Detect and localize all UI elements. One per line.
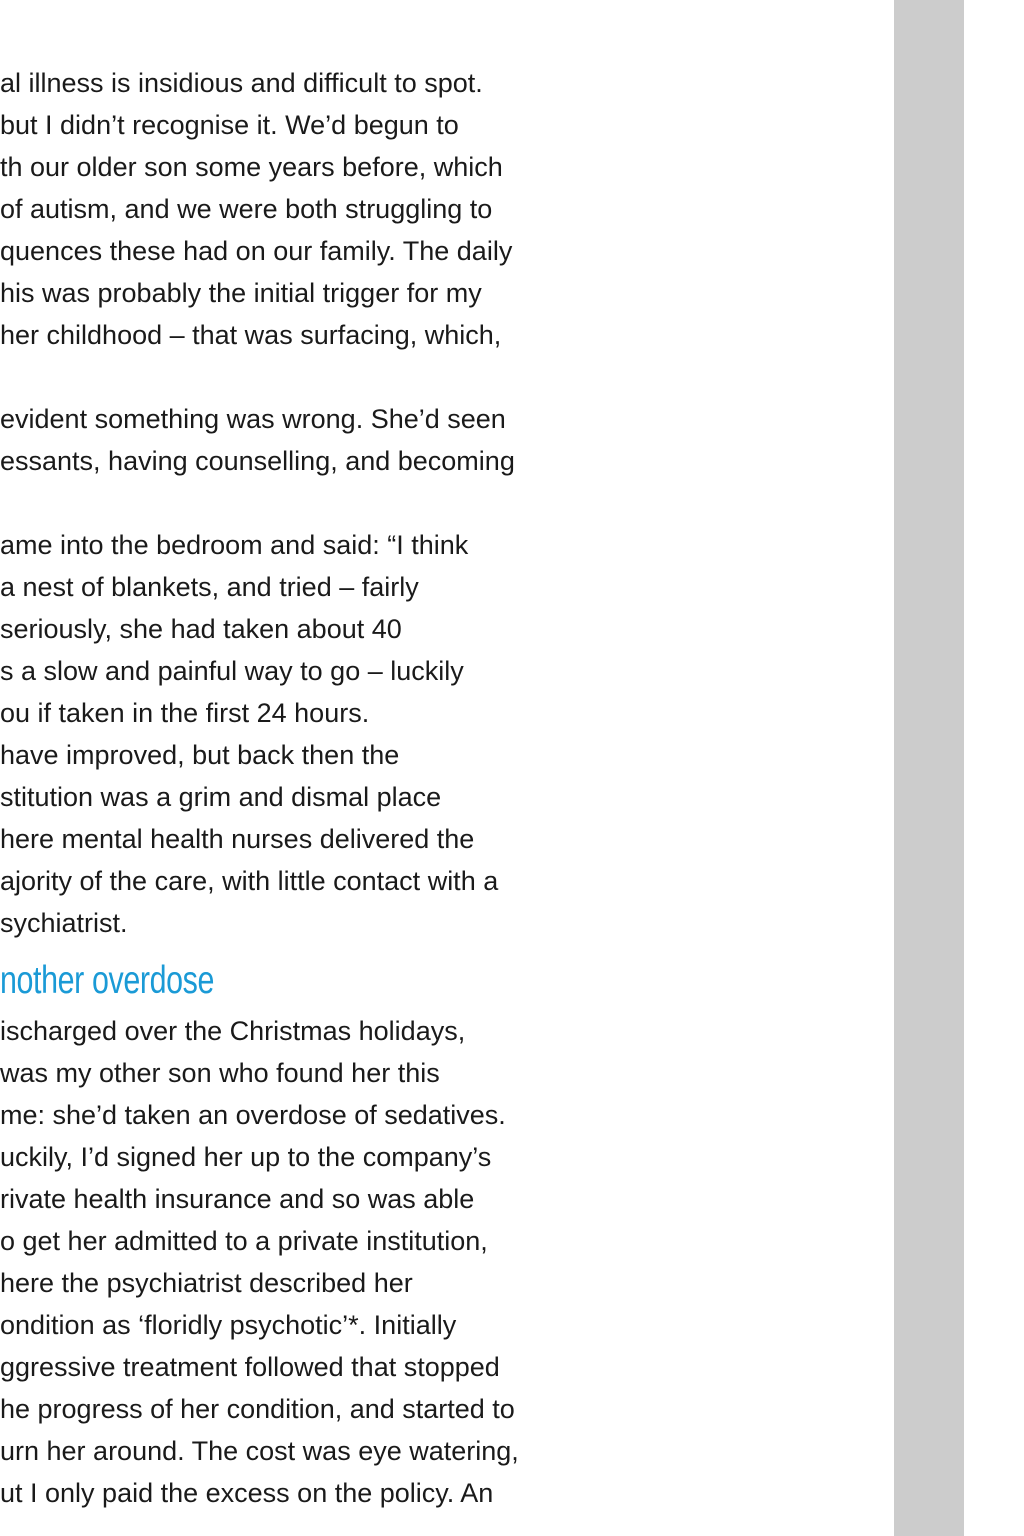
paragraph-3 xyxy=(0,524,600,944)
section-body xyxy=(0,1010,600,1514)
text-line: o get her admitted to a private institution, xyxy=(0,1226,488,1256)
text-line: ou if taken in the first 24 hours. xyxy=(0,698,370,728)
paragraph-1 xyxy=(0,62,600,356)
text-line: ondition as ‘floridly psychotic’*. Initially xyxy=(0,1310,457,1340)
text-line: her childhood – that was surfacing, which, xyxy=(0,320,502,350)
text-line: here the psychiatrist described her xyxy=(0,1268,413,1298)
section-heading: nother overdose xyxy=(0,959,215,1002)
text-line: stitution was a grim and dismal place xyxy=(0,782,442,812)
text-line: evident something was wrong. She’d seen xyxy=(0,404,506,434)
text-line: ajority of the care, with little contact with a xyxy=(0,866,499,896)
text-line: ut I only paid the excess on the policy. An xyxy=(0,1478,494,1508)
text-line: have improved, but back then the xyxy=(0,740,400,770)
text-line: rivate health insurance and so was able xyxy=(0,1184,475,1214)
text-line: me: she’d taken an overdose of sedatives. xyxy=(0,1100,506,1130)
text-line: sychiatrist. xyxy=(0,908,128,938)
text-line: quences these had on our family. The daily xyxy=(0,236,513,266)
text-line: ggressive treatment followed that stopped xyxy=(0,1352,500,1382)
paragraph-2 xyxy=(0,398,600,482)
page-side-bar xyxy=(894,0,964,1536)
text-line: a nest of blankets, and tried – fairly xyxy=(0,572,419,602)
text-line: he progress of her condition, and started to xyxy=(0,1394,515,1424)
text-line: his was probably the initial trigger for my xyxy=(0,278,482,308)
text-line: but I didn’t recognise it. We’d begun to xyxy=(0,110,459,140)
text-line: ischarged over the Christmas holidays, xyxy=(0,1016,466,1046)
text-line: s a slow and painful way to go – luckily xyxy=(0,656,464,686)
text-line: uckily, I’d signed her up to the company’s xyxy=(0,1142,492,1172)
text-line: th our older son some years before, which xyxy=(0,152,503,182)
text-line: here mental health nurses delivered the xyxy=(0,824,475,854)
text-line: essants, having counselling, and becoming xyxy=(0,446,515,476)
text-line: seriously, she had taken about 40 xyxy=(0,614,402,644)
text-line: urn her around. The cost was eye watering, xyxy=(0,1436,519,1466)
text-line: of autism, and we were both struggling to xyxy=(0,194,493,224)
text-line: was my other son who found her this xyxy=(0,1058,440,1088)
article-body xyxy=(0,62,600,1514)
text-line: al illness is insidious and difficult to spot. xyxy=(0,68,483,98)
text-line: ame into the bedroom and said: “I think xyxy=(0,530,469,560)
